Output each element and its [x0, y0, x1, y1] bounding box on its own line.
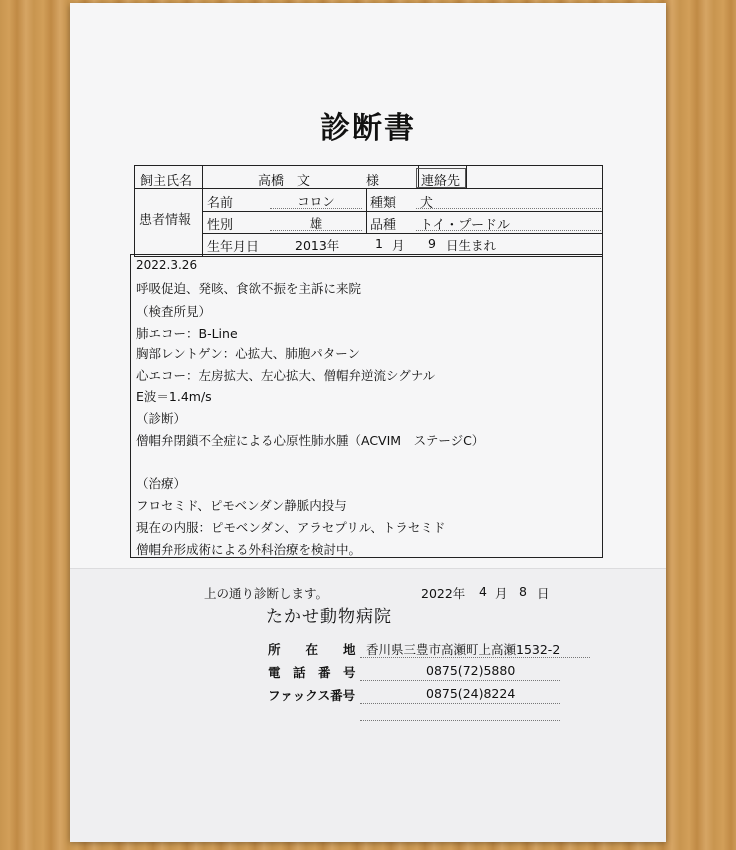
- name-value: コロン: [297, 194, 335, 209]
- owner-label: 飼主氏名: [140, 174, 193, 189]
- sex-label: 性別: [207, 218, 234, 233]
- sex-value: 雄: [309, 216, 323, 231]
- row-divider: [202, 233, 603, 234]
- fax-underline: [360, 703, 560, 704]
- birth-month-unit: 月: [392, 238, 405, 253]
- address-value: 香川県三豊市高瀬町上高瀬1532-2: [366, 642, 561, 657]
- birth-day: 9: [428, 236, 436, 251]
- sex-underline: [270, 230, 362, 231]
- fax-label: ファックス番号: [268, 688, 356, 703]
- findings-heading: （検査所見）: [136, 304, 212, 319]
- owner-suffix: 様: [366, 174, 380, 189]
- lung-echo: 肺エコー：B-Line: [136, 326, 238, 341]
- address-underline: [360, 657, 590, 658]
- address-label: 所 在 地: [268, 642, 356, 657]
- col-divider: [202, 165, 203, 256]
- e-wave: E波＝1.4m/s: [136, 389, 212, 404]
- chest-xray: 胸部レントゲン：心拡大、肺胞パターン: [136, 346, 360, 361]
- name-label: 名前: [207, 196, 234, 211]
- date-month-unit: 月: [495, 586, 508, 601]
- breed-underline: [416, 230, 601, 231]
- closing-text: 上の通り診断します。: [204, 586, 329, 601]
- date-day-unit: 日: [537, 586, 550, 601]
- phone-underline: [360, 680, 560, 681]
- diagnosis-heading: （診断）: [136, 411, 187, 426]
- row-divider: [202, 211, 603, 212]
- birth-month: 1: [375, 236, 383, 251]
- breed-label: 品種: [370, 218, 397, 233]
- col-divider: [366, 188, 367, 233]
- breed-value: トイ・プードル: [420, 218, 510, 233]
- signature-underline: [360, 720, 560, 721]
- chief-complaint: 呼吸促迫、発咳、食欲不振を主訴に来院: [136, 281, 362, 296]
- species-value: 犬: [420, 196, 434, 211]
- phone-label: 電 話 番 号: [268, 665, 356, 680]
- col-divider: [466, 165, 467, 188]
- name-underline: [270, 208, 362, 209]
- visit-date: 2022.3.26: [136, 258, 198, 272]
- patient-label: 患者情報: [139, 213, 192, 228]
- phone-value: 0875(72)5880: [426, 663, 516, 678]
- diagnosis-text: 僧帽弁閉鎖不全症による心原性肺水腫（ACVIM ステージC）: [136, 433, 485, 448]
- species-label: 種類: [370, 196, 397, 211]
- document-title: 診断書: [320, 111, 416, 146]
- cardiac-echo: 心エコー：左房拡大、左心拡大、僧帽弁逆流シグナル: [136, 368, 436, 383]
- fax-value: 0875(24)8224: [426, 686, 516, 701]
- birth-year: 2013年: [295, 238, 340, 253]
- diagnosis-certificate: [70, 3, 666, 841]
- treatment-heading: （治療）: [136, 476, 187, 491]
- current-medication: 現在の内服：ピモベンダン、アラセプリル、トラセミド: [136, 520, 446, 535]
- date-year: 2022年: [421, 586, 466, 601]
- species-underline: [416, 208, 601, 209]
- date-month: 4: [479, 584, 487, 599]
- iv-treatment: フロセミド、ピモベンダン静脈内投与: [136, 498, 347, 513]
- birth-label: 生年月日: [207, 240, 260, 255]
- owner-name: 高橋 文: [258, 174, 311, 189]
- date-day: 8: [519, 584, 527, 599]
- birth-day-unit: 日生まれ: [446, 238, 497, 253]
- hospital-name: たかせ動物病院: [266, 607, 392, 627]
- surgery-plan: 僧帽弁形成術による外科治療を検討中。: [136, 542, 362, 557]
- contact-label: 連絡先: [421, 174, 461, 189]
